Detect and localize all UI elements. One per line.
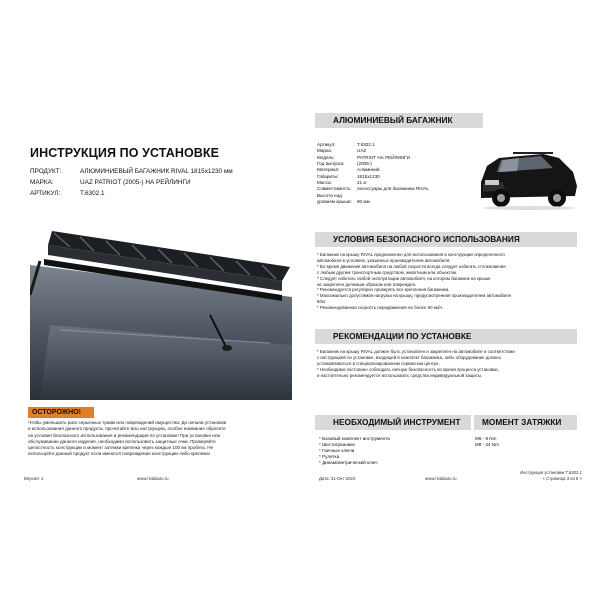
- spec-value: T.6302.1: [357, 142, 375, 147]
- article-value: T.6302.1: [80, 190, 105, 197]
- page-indicator: < Страница 3 из 8 >: [542, 476, 582, 481]
- article-key: АРТИКУЛ:: [30, 190, 61, 197]
- spec-value: UAZ: [357, 148, 367, 154]
- spec-value: PATRIOT НА РЕЙЛИНГИ: [357, 154, 410, 160]
- safety-line: 50кг.: [317, 299, 327, 305]
- safety-line: * Во время движения автомобиля на любой скорости всегда следует избегать столкновения: [317, 263, 506, 269]
- torque-item: M6 - 9 Nm: [475, 436, 497, 441]
- spec-value: 90 мм: [357, 199, 370, 205]
- torque-list: [475, 436, 499, 448]
- rack-header: АЛЮМИНИЕВЫЙ БАГАЖНИК: [315, 113, 483, 128]
- tools-list: [319, 436, 390, 466]
- recommend-line: и настоятельно рекомендуется использовать средства индивидуальной защиты.: [317, 372, 483, 378]
- safety-line: * Рекомендованная скорость передвижения не более 90 км/ч.: [317, 305, 444, 311]
- footer-date: Дата: 31-Окт-2022: [319, 476, 356, 481]
- product-value: АЛЮМИНИЕВЫЙ БАГАЖНИК RIVAL 1815х1230 мм: [80, 168, 233, 175]
- spec-key: Марка:: [317, 148, 332, 154]
- warning-title: ОСТОРОЖНО!: [28, 407, 94, 418]
- spec-key: уровнем крыши:: [317, 199, 352, 205]
- site-url: www.rivalauto.ru: [137, 476, 169, 481]
- right-page: [305, 110, 590, 488]
- safety-line: * Максимально допустимая нагрузка на крышу, предусмотренная производителем автомобиля: [317, 293, 511, 299]
- spec-value: Аксессуары для багажника RIVAL: [357, 186, 429, 192]
- warning-text: [28, 420, 292, 458]
- suv-photo: [473, 136, 583, 212]
- tool-item: * Базовый комплект инструмента: [319, 436, 390, 441]
- warning-line: на условия безопасного использования и рекомендации по установке! При установке или: [28, 432, 221, 438]
- spec-key: Габариты:: [317, 173, 339, 179]
- warning-line: Чтобы уменьшить риск серьезных травм или повреждений имущества: До начала установки: [28, 420, 227, 425]
- version-label: Версия: 1: [24, 476, 44, 481]
- spec-key: Артикул:: [317, 142, 336, 147]
- tools-header: НЕОБХОДИМЫЙ ИНСТРУМЕНТ: [315, 415, 471, 430]
- spec-value: Алюминий: [357, 167, 380, 173]
- left-page: [10, 110, 296, 488]
- product-key: ПРОДУКТ:: [30, 168, 62, 175]
- tool-item: * Шестигранники: [319, 442, 355, 447]
- tool-item: * Гаечные ключи: [319, 448, 355, 453]
- warning-line: используйте данный продукт если имеются повреждения конструкции либо крепежа!: [28, 451, 210, 457]
- spec-key: Масса:: [317, 180, 332, 186]
- spec-value: (2005-): [357, 161, 372, 167]
- tool-item: * Динамометрический ключ: [319, 460, 378, 465]
- warning-line: целостность конструкции и момент затяжки крепежа через каждые 100 км пробега. Не: [28, 445, 214, 451]
- spec-key: Модель:: [317, 154, 335, 160]
- torque-header: МОМЕНТ ЗАТЯЖКИ: [474, 415, 577, 430]
- brand-value: UAZ PATRIOT (2005-) НА РЕЙЛИНГИ: [80, 179, 191, 186]
- warning-line: обслуживании данного изделия, необходимо использовать защитные очки. Проверяйте: [28, 438, 216, 444]
- spec-key: Высота над: [317, 192, 342, 198]
- warning-line: и использования данного продукта, прочитайте всю инструкцию, особое внимание обратите: [28, 426, 226, 432]
- roof-rack-photo: [30, 225, 292, 400]
- safety-line: * Рекомендуется регулярно проверять все крепления багажника.: [317, 287, 450, 293]
- recommend-line: с инструкцией по установке, входящей в комплект багажника, либо оборудование должно: [317, 354, 502, 360]
- spec-key: Материал:: [317, 167, 340, 173]
- safety-line: автомобиля в условиях, указанных производителем автомобиля.: [317, 257, 451, 263]
- safety-line: не закреплен должным образом или поврежден.: [317, 281, 417, 287]
- brand-key: МАРКА:: [30, 179, 54, 186]
- recommend-line: * Багажник на крышу RIVAL должен быть установлен и закреплен на автомобиле в соответствии: [317, 349, 515, 354]
- spec-value: 21 кг: [357, 180, 368, 186]
- spec-key: Совместимость:: [317, 186, 352, 192]
- safety-line: с любым другим транспортным средством, животным или объектом.: [317, 269, 458, 275]
- recommend-header: РЕКОМЕНДАЦИИ ПО УСТАНОВКЕ: [315, 329, 577, 344]
- spec-value: 1815х1230: [357, 173, 380, 179]
- safety-header: УСЛОВИЯ БЕЗОПАСНОГО ИСПОЛЬЗОВАНИЯ: [315, 232, 577, 247]
- footer-site: www.rivalauto.ru: [425, 476, 457, 481]
- recommend-line: * Необходимо постоянно соблюдать личную безопасность во время процесса установки,: [317, 366, 499, 372]
- recommend-text: [317, 349, 582, 379]
- safety-text: [317, 252, 582, 311]
- tool-item: * Рулетка: [319, 454, 340, 459]
- torque-item: M8 - 24 Nm: [475, 442, 499, 447]
- document-title: ИНСТРУКЦИЯ ПО УСТАНОВКЕ: [30, 146, 220, 160]
- recommend-line: устанавливаться в специализированном сервисном центре.: [317, 360, 440, 366]
- spec-key: Год выпуска:: [317, 161, 345, 167]
- safety-line: * Следует избегать любой эксплуатации автомобиля, на котором багажник на крыше: [317, 275, 491, 281]
- footer-doc: Инструкция установки T.6302.1: [520, 470, 582, 475]
- safety-line: * Багажник на крышу RIVAL предназначен для использования в конструкции определенного: [317, 252, 505, 257]
